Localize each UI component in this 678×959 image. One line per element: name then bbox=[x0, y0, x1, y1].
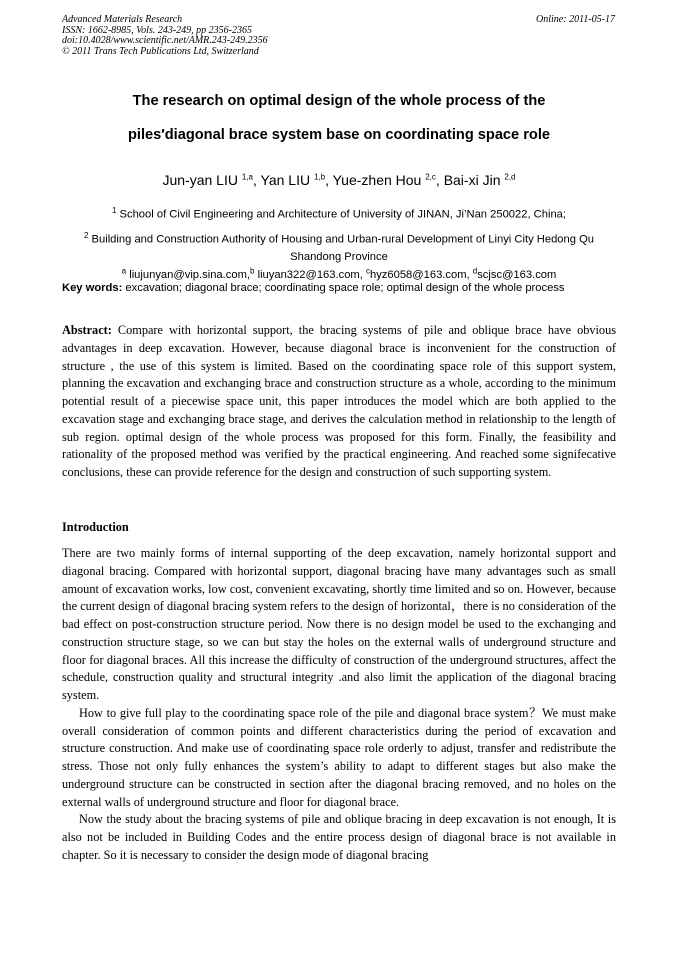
keywords bbox=[62, 280, 616, 297]
author: Jun-yan LIU $^{1,a}$, bbox=[162, 171, 261, 188]
email: $^d$scjsc@163.com bbox=[472, 266, 557, 281]
abstract-label: Abstract: bbox=[62, 323, 112, 337]
author: Yue-zhen Hou $^{2,c}$, bbox=[332, 171, 444, 188]
journal-name: Advanced Materials Research bbox=[62, 14, 183, 25]
abstract-text: Compare with horizontal support, the bracing systems of pile and oblique brace have obvious advantages in deep excavation. However, because diagonal brace is inconvenient for the construction of structure , the use of this system is limited. Based on the coordinating space role of this support system, planning the excavation and exchanging brace and construction structure as a whole, according to the minimum potential result of a piecewise space unit, this paper introduces the model which are both applied to the excavation stage and exchanging brace stage, and derives the calculation method in relationship to the length of sub region. optimal design of the whole process was proposed for this form. Finally, the feasibility and rationality of the proposed method was verified by the practical engineering. And reached some signifecative conclusions, these can provide reference for the design and construction of such supporting system. bbox=[62, 323, 617, 479]
online-date: Online: 2011-05-17 bbox=[536, 14, 615, 25]
paragraph: Now the study about the bracing systems of pile and oblique bracing in deep excavation is not enough, It is also not be included in Building Codes and the entire process design of diagonal brace is not available in chapter. So it is necessary to consider the design mode of diagonal bracing bbox=[62, 812, 616, 862]
introduction-body bbox=[62, 545, 616, 865]
section-heading-introduction: Introduction bbox=[62, 520, 129, 534]
abstract bbox=[62, 322, 616, 482]
author-list bbox=[62, 168, 616, 189]
affiliation-2: $^2$ Building and Construction Authority of Housing and Urban-rural Development of Linyi City Hedong Qu Shandong Province bbox=[83, 231, 595, 263]
journal-doi: doi:10.4028/www.scientific.net/AMR.243-249.2356 bbox=[62, 35, 268, 46]
email: $^c$hyz6058@163.com, bbox=[365, 266, 473, 281]
author: Yan LIU $^{1,b}$, bbox=[260, 171, 333, 188]
paragraph: How to give full play to the coordinating space role of the pile and diagonal brace system？We must make overall consideration of common points and different characteristics during the period of excavation and structure construction. And make use of coordinating space role orderly to adjust, transfer and redistribute the stress. Those not only fully enhances the system’s ability to adapt to different stages but also make the underground structure can be constructed in section after the diagonal bracing removed, and no holes on the external walls of underground structure and floor for diagonal brace. bbox=[62, 705, 616, 809]
journal-issn: ISSN: 1662-8985, Vols. 243-249, pp 2356-2365 bbox=[62, 24, 252, 36]
paragraph: There are two mainly forms of internal supporting of the deep excavation, namely horizontal support and diagonal bracing. Compared with horizontal support, diagonal bracing have many advantages such as small amount of excavation works, low cost, convenient excavating, shortly time limited and so on. However, because the current design of diagonal bracing system refers to the design of horizontal，there is no consideration of the bad effect on post-construction structure period. Now there is no design model be used to the exchanging and construction structure stage, so we can but stay the holes on the external walls of underground structure and floor for diagonal braces. All this increase the difficulty of construction of the underground structures, affect the schedule, construction quality and structural integrity .and also limit the application of the diagonal bracing system. bbox=[62, 546, 616, 702]
email: $^a$ liujunyan@vip.sina.com, bbox=[121, 266, 251, 281]
paper-title-line-1: The research on optimal design of the whole process of the bbox=[132, 93, 546, 109]
affiliation-1: $^1$ School of Civil Engineering and Architecture of University of JINAN, Ji’Nan 250022, China; bbox=[111, 206, 567, 221]
keywords-label: Key words: bbox=[62, 282, 123, 294]
author: Bai-xi Jin $^{2,d}$ bbox=[443, 171, 516, 188]
journal-header bbox=[62, 15, 442, 57]
email: $^b$ liuyan322@163.com, bbox=[250, 266, 366, 281]
paper-title-line-2: piles′diagonal brace system base on coordinating space role bbox=[128, 127, 550, 143]
journal-copyright: © 2011 Trans Tech Publications Ltd, Switzerland bbox=[62, 45, 259, 57]
keywords-text: excavation; diagonal brace; coordinating space role; optimal design of the whole process bbox=[125, 282, 565, 294]
